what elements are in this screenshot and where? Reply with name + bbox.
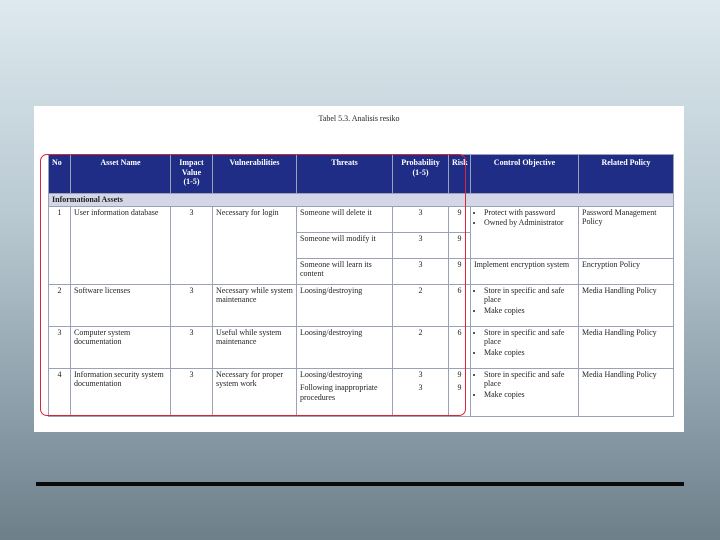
cell-impact: 3	[171, 284, 213, 326]
cell-probability: 2	[393, 326, 449, 368]
list-item: • Make copies	[484, 348, 575, 358]
cell-impact: 3	[171, 326, 213, 368]
cell-related-policy: Password Management Policy	[579, 206, 674, 258]
cell-threat: Someone will modify it	[297, 232, 393, 258]
cell-risk: 9	[449, 258, 471, 284]
cell-control-objective: Implement encryption system	[471, 258, 579, 284]
header-control-objective: Control Objective	[471, 155, 579, 194]
list-item: • Owned by Administrator	[484, 218, 575, 228]
list-item: • Store in specific and safe place	[484, 286, 575, 305]
header-related-policy: Related Policy	[579, 155, 674, 194]
control-list	[474, 208, 575, 228]
cell-control-objective	[471, 368, 579, 416]
threat-item: Following inappropriate procedures	[300, 383, 378, 402]
cell-asset-name: Information security system documentation	[71, 368, 171, 416]
cell-threat: Loosing/destroying	[297, 326, 393, 368]
table-caption: Tabel 5.3. Analisis resiko	[318, 114, 400, 123]
cell-related-policy: Media Handling Policy	[579, 368, 674, 416]
cell-control-objective	[471, 284, 579, 326]
cell-related-policy: Media Handling Policy	[579, 326, 674, 368]
header-vulnerabilities: Vulnerabilities	[213, 155, 297, 194]
list-item: • Make copies	[484, 390, 575, 400]
control-list	[474, 328, 575, 358]
cell-no: 3	[49, 326, 71, 368]
cell-no: 1	[49, 206, 71, 284]
header-impact-label: Impact Value	[179, 158, 204, 177]
risk-value: 9	[457, 369, 462, 379]
cell-impact: 3	[171, 206, 213, 284]
cell-risk: 6	[449, 326, 471, 368]
divider-rule	[36, 482, 684, 486]
header-no: No	[49, 155, 71, 194]
header-threats: Threats	[297, 155, 393, 194]
header-probability-label: Probability	[401, 158, 440, 167]
cell-no: 2	[49, 284, 71, 326]
cell-threat: Someone will learn its content	[297, 258, 393, 284]
cell-threat: Someone will delete it	[297, 206, 393, 232]
probability-value: 3	[418, 369, 423, 379]
cell-related-policy: Media Handling Policy	[579, 284, 674, 326]
cell-risk: 6	[449, 284, 471, 326]
risk-value: 9	[457, 383, 462, 393]
cell-vulnerability: Necessary while system maintenance	[213, 284, 297, 326]
list-item: • Make copies	[484, 306, 575, 316]
threat-item: Loosing/destroying	[300, 369, 363, 379]
header-probability-scale: (1-5)	[412, 167, 429, 177]
cell-control-objective	[471, 206, 579, 258]
cell-asset-name: Computer system documentation	[71, 326, 171, 368]
list-item: • Store in specific and safe place	[484, 370, 575, 389]
cell-probability: 2	[393, 284, 449, 326]
control-list	[474, 286, 575, 316]
red-highlight-box	[40, 154, 466, 416]
cell-probability: 3	[393, 206, 449, 232]
header-impact-scale: (1-5)	[183, 177, 200, 187]
cell-vulnerability: Useful while system maintenance	[213, 326, 297, 368]
list-item: • Protect with password	[484, 208, 575, 218]
cell-control-objective	[471, 326, 579, 368]
control-list	[474, 370, 575, 400]
cell-probability: 3	[393, 232, 449, 258]
section-informational-assets: Informational Assets	[49, 194, 674, 207]
cell-risk: 9	[449, 206, 471, 232]
probability-value: 3	[418, 383, 423, 393]
cell-probability: 3	[393, 258, 449, 284]
cell-impact: 3	[171, 368, 213, 416]
cell-vulnerability: Necessary for login	[213, 206, 297, 284]
cell-threat: Loosing/destroying	[297, 284, 393, 326]
cell-related-policy: Encryption Policy	[579, 258, 674, 284]
header-risk: Risk	[449, 155, 471, 194]
cell-risk: 9	[449, 232, 471, 258]
header-asset-name: Asset Name	[71, 155, 171, 194]
cell-vulnerability: Necessary for proper system work	[213, 368, 297, 416]
list-item: • Store in specific and safe place	[484, 328, 575, 347]
cell-no: 4	[49, 368, 71, 416]
cell-asset-name: User information database	[71, 206, 171, 284]
cell-asset-name: Software licenses	[71, 284, 171, 326]
